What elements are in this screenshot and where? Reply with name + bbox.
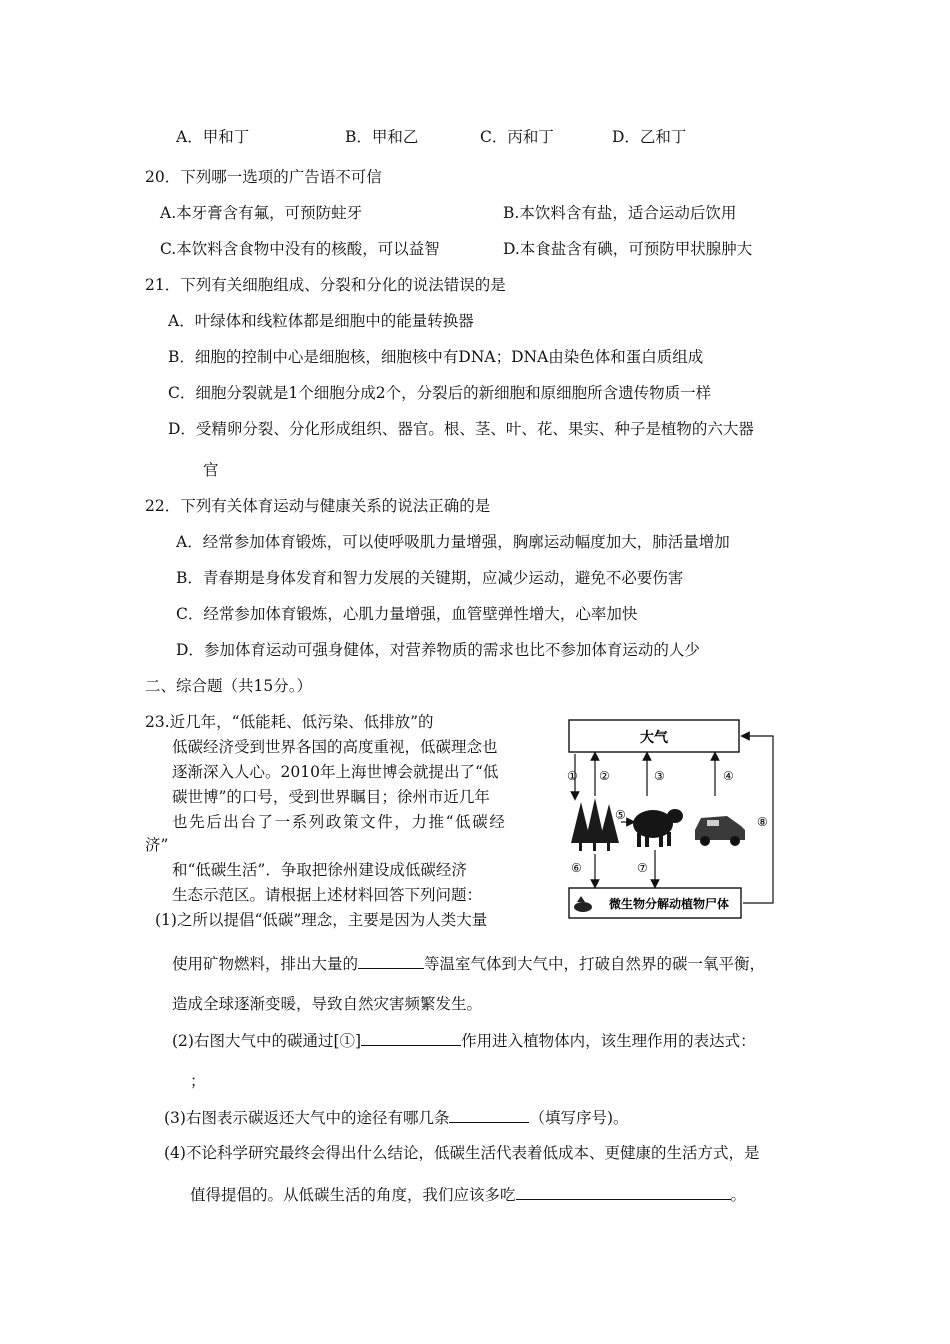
q23-intro-line: 生态示范区。请根据上述材料回答下列问题： <box>172 886 483 904</box>
carbon-cycle-diagram <box>565 718 783 923</box>
q23-intro-line: 逐渐深入人心。2010年上海世博会就提出了“低 <box>172 763 499 781</box>
q20-stem: 20．下列哪一选项的广告语不可信 <box>145 168 382 186</box>
trees-icon <box>571 798 619 851</box>
decomposer-label: 微生物分解动植物尸体 <box>608 897 730 911</box>
label-5: ⑤ <box>615 808 626 822</box>
q21-option-d-continued: 官 <box>203 461 219 479</box>
q20-option-b: B.本饮料含有盐，适合运动后饮用 <box>503 204 737 222</box>
q23-part2-end: ； <box>190 1072 206 1090</box>
q21-option-b: B．细胞的控制中心是细胞核，细胞核中有DNA；DNA由染色体和蛋白质组成 <box>168 348 704 366</box>
q22-option-c: C．经常参加体育锻炼，心肌力量增强，血管壁弹性增大，心率加快 <box>176 605 638 623</box>
q22-option-d: D．参加体育运动可强身健体，对营养物质的需求也比不参加体育运动的人少 <box>176 641 700 659</box>
q23-part4-line2: 值得提倡的。从低碳生活的角度，我们应该多吃 。 <box>190 1186 747 1204</box>
label-6: ⑥ <box>571 861 582 875</box>
q19-option-a: A．甲和丁 <box>176 128 250 146</box>
q23-intro-line: 和“低碳生活”．争取把徐州建设成低碳经济 <box>172 861 467 879</box>
label-1: ① <box>567 769 578 783</box>
q22-stem: 22．下列有关体育运动与健康关系的说法正确的是 <box>145 497 491 515</box>
q23-part2-line1: (2)右图大气中的碳通过[①] 作用进入植物体内，该生理作用的表达式： <box>172 1032 756 1050</box>
q22-option-b: B．青春期是身体发育和智力发展的关键期，应减少运动，避免不必要伤害 <box>176 569 684 587</box>
label-8: ⑧ <box>757 815 768 829</box>
q19-option-c: C．丙和丁 <box>480 128 554 146</box>
car-icon <box>695 816 745 846</box>
label-2: ② <box>599 769 610 783</box>
q23-intro-line: 低碳经济受到世界各国的高度重视，低碳理念也 <box>172 738 498 756</box>
q23-part4-line1: (4)不论科学研究最终会得出什么结论，低碳生活代表着低成本、更健康的生活方式，是 <box>164 1144 760 1162</box>
cow-icon <box>633 809 683 847</box>
q19-option-b: B．甲和乙 <box>345 128 419 146</box>
label-3: ③ <box>654 769 665 783</box>
q22-option-a: A．经常参加体育锻炼，可以使呼吸肌力量增强，胸廓运动幅度加大，肺活量增加 <box>176 533 730 551</box>
q23-intro-line: 23.近几年，“低能耗、低污染、低排放”的 <box>145 713 434 731</box>
q23-part1-line1: (1)之所以提倡“低碳”理念，主要是因为人类大量 <box>155 911 488 929</box>
answer-blank-process[interactable] <box>361 1030 461 1046</box>
q20-option-c: C.本饮料含食物中没有的核酸，可以益智 <box>160 240 440 258</box>
q21-stem: 21．下列有关细胞组成、分裂和分化的说法错误的是 <box>145 276 506 294</box>
answer-blank-greenhouse-gas[interactable] <box>358 953 424 969</box>
q21-option-a: A．叶绿体和线粒体都是细胞中的能量转换器 <box>168 312 474 330</box>
q23-intro-line: 济” <box>145 836 169 854</box>
q21-option-c: C．细胞分裂就是1个细胞分成2个，分裂后的新细胞和原细胞所含遗传物质一样 <box>168 384 712 402</box>
q20-option-a: A.本牙膏含有氟，可预防蛀牙 <box>160 204 363 222</box>
label-4: ④ <box>723 769 734 783</box>
atmosphere-label: 大气 <box>640 730 668 746</box>
q20-option-d: D.本食盐含有碘，可预防甲状腺肿大 <box>503 240 753 258</box>
q23-intro-line: 也先后出台了一系列政策文件，力推“低碳经 <box>172 813 507 831</box>
q23-part1-line2: 使用矿物燃料，排出大量的 等温室气体到大气中，打破自然界的碳一氧平衡， <box>172 955 766 973</box>
label-7: ⑦ <box>637 861 648 875</box>
q23-part1-line3: 造成全球逐渐变暖，导致自然灾害频繁发生。 <box>172 995 483 1013</box>
q23-part3: (3)右图表示碳返还大气中的途径有哪几条 （填写序号)。 <box>164 1109 629 1127</box>
answer-blank-pathways[interactable] <box>449 1107 529 1123</box>
q19-option-d: D．乙和丁 <box>612 128 687 146</box>
answer-blank-food[interactable] <box>516 1184 731 1200</box>
section-title: 二、综合题（共15分。） <box>145 677 312 695</box>
q23-intro-line: 碳世博”的口号，受到世界瞩目；徐州市近几年 <box>172 788 490 806</box>
q21-option-d: D．受精卵分裂、分化形成组织、器官。根、茎、叶、花、果实、种子是植物的六大器 <box>168 420 754 438</box>
